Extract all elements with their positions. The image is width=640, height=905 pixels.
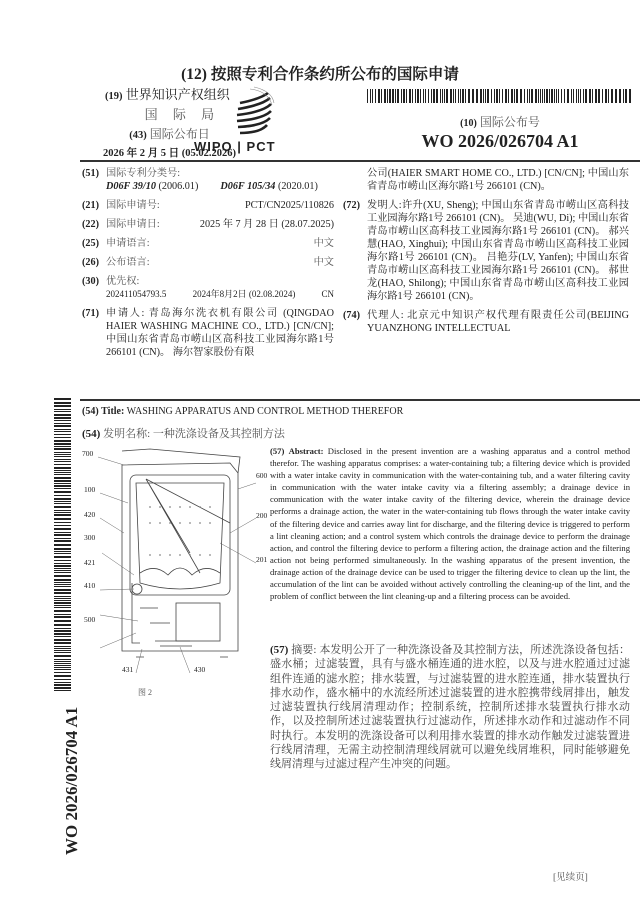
barcode-bar bbox=[54, 575, 71, 577]
barcode-bar bbox=[619, 89, 621, 103]
barcode-bar bbox=[54, 652, 71, 653]
office-code: (19) bbox=[105, 91, 123, 102]
barcode-bar bbox=[508, 89, 509, 103]
figure-label: 420 bbox=[84, 510, 96, 519]
barcode-bar bbox=[535, 89, 537, 103]
barcode-bar bbox=[54, 456, 71, 457]
barcode-bar bbox=[54, 665, 71, 666]
barcode-bar bbox=[446, 89, 448, 103]
ipc-year: (2020.01) bbox=[277, 181, 318, 192]
barcode-bar bbox=[54, 454, 71, 455]
barcode-bar bbox=[54, 687, 71, 689]
barcode-bar bbox=[54, 417, 71, 419]
barcode-bar bbox=[54, 661, 71, 662]
applicant bbox=[82, 307, 334, 359]
barcode-bar bbox=[54, 506, 71, 508]
field-label: 国际专利分类号: bbox=[106, 168, 181, 179]
barcode-bar bbox=[54, 672, 71, 673]
barcode bbox=[367, 89, 631, 103]
barcode-bar bbox=[406, 89, 407, 103]
vertical-barcode bbox=[54, 398, 71, 693]
barcode-bar bbox=[54, 510, 71, 511]
barcode-bar bbox=[573, 89, 574, 103]
barcode-bar bbox=[494, 89, 495, 103]
barcode-bar bbox=[496, 89, 498, 103]
ipc-field bbox=[82, 167, 334, 193]
barcode-bar bbox=[485, 89, 486, 103]
field-label: Title: bbox=[101, 406, 125, 417]
washing-machine-drawing bbox=[80, 443, 272, 683]
barcode-bar bbox=[412, 89, 413, 103]
barcode-bar bbox=[54, 628, 71, 629]
barcode-bar bbox=[54, 431, 71, 432]
barcode-bar bbox=[54, 467, 71, 469]
barcode-bar bbox=[472, 89, 474, 103]
barcode-bar bbox=[54, 636, 71, 637]
barcode-bar bbox=[384, 89, 386, 103]
barcode-bar bbox=[54, 491, 71, 493]
figure-label: 200 bbox=[256, 511, 268, 520]
inventors bbox=[343, 199, 629, 303]
priority-date: 2024年8月2日 (02.08.2024) bbox=[192, 289, 296, 299]
barcode-bar bbox=[576, 89, 577, 103]
figure-label: 421 bbox=[84, 558, 96, 567]
barcode-bar bbox=[392, 89, 394, 103]
barcode-bar bbox=[428, 89, 429, 103]
barcode-bar bbox=[483, 89, 484, 103]
barcode-bar bbox=[444, 89, 445, 103]
barcode-bar bbox=[480, 89, 482, 103]
barcode-bar bbox=[54, 596, 71, 597]
barcode-bar bbox=[54, 544, 71, 546]
barcode-bar bbox=[602, 89, 603, 103]
barcode-bar bbox=[511, 89, 513, 103]
barcode-bar bbox=[409, 89, 411, 103]
field-label: 优先权: bbox=[106, 276, 140, 287]
barcode-bar bbox=[367, 89, 368, 103]
barcode-bar bbox=[54, 684, 71, 686]
barcode-bar bbox=[527, 89, 528, 103]
barcode-bar bbox=[502, 89, 503, 103]
barcode-bar bbox=[468, 89, 470, 103]
barcode-bar bbox=[54, 409, 71, 410]
barcode-bar bbox=[54, 483, 71, 484]
field-code: (25) bbox=[82, 238, 99, 249]
barcode-bar bbox=[436, 89, 438, 103]
barcode-bar bbox=[611, 89, 613, 103]
barcode-bar bbox=[54, 448, 71, 450]
abstract-en-text: Disclosed in the present invention are a washing apparatus and a control method therefor. The washing apparatus comprises: a water-containing tub; a filtering device which is provided with a water intake cavity in communication with the water-containing tub, and a water filtering cavity in communication with the water intake cavity via a filtering assembly; a drainage device in communication with the water intake cavity of the filtering device, wherein the drainage device performs a drainage action, the water in the water-containing tub flows through the water intake cavity of the filtering device and carries away lint for discharge, and the filtering device is triggered to perform a lint cleaning action; and a control system which controls the drainage device to perform the drainage action, and control the filtering device to perform a filtering action, the drainage action and the filtering action not being performed simultaneously. In the washing apparatus of the present invention, the drainage action of the drainage device can be used to trigger the filtering device to clean up the lint, the accumulation of the lint can be avoided without actively controlling the cleaning-up of the lint, and the problem of conflict between the lint cleaning-up and a filtering process can be avoided. bbox=[270, 446, 630, 602]
barcode-bar bbox=[54, 398, 71, 400]
field-value: PCT/CN2025/110826 bbox=[244, 200, 334, 211]
barcode-bar bbox=[401, 89, 402, 103]
field-code: (22) bbox=[82, 219, 99, 230]
application-date bbox=[82, 218, 334, 231]
barcode-bar bbox=[54, 437, 71, 438]
applicant-text: 申请人: 青岛海尔洗衣机有限公司 (QINGDAO HAIER WASHING MACHINE CO., LTD.) [CN/CN]; 中国山东省青岛市崂山区高科技工业园海尔路1号 266101 (CN)。 海尔智家股份有限 bbox=[106, 308, 334, 358]
barcode-bar bbox=[54, 589, 71, 591]
divider bbox=[80, 399, 640, 401]
field-code: (54) bbox=[82, 406, 99, 417]
barcode-bar bbox=[54, 480, 71, 482]
barcode-bar bbox=[544, 89, 545, 103]
barcode-bar bbox=[54, 474, 71, 475]
barcode-bar bbox=[54, 690, 71, 691]
barcode-bar bbox=[578, 89, 579, 103]
barcode-bar bbox=[558, 89, 559, 103]
barcode-bar bbox=[598, 89, 600, 103]
barcode-bar bbox=[395, 89, 396, 103]
barcode-bar bbox=[54, 402, 71, 404]
barcode-bar bbox=[54, 495, 71, 496]
barcode-bar bbox=[589, 89, 591, 103]
barcode-bar bbox=[465, 89, 466, 103]
barcode-bar bbox=[54, 470, 71, 471]
barcode-bar bbox=[625, 89, 627, 103]
barcode-bar bbox=[54, 514, 71, 516]
ipc-class: D06F 105/34 bbox=[220, 181, 276, 192]
barcode-bar bbox=[54, 614, 71, 615]
barcode-bar bbox=[54, 633, 71, 635]
barcode-bar bbox=[623, 89, 624, 103]
barcode-bar bbox=[54, 565, 71, 567]
figure-label: 700 bbox=[82, 449, 94, 458]
application-number bbox=[82, 199, 334, 212]
figure-label: 100 bbox=[84, 485, 96, 494]
wipo-pct-logo bbox=[190, 85, 300, 155]
publication-number bbox=[360, 113, 640, 152]
abstract-en bbox=[270, 445, 630, 602]
barcode-bar bbox=[423, 89, 424, 103]
barcode-bar bbox=[605, 89, 607, 103]
barcode-bar bbox=[54, 429, 71, 430]
barcode-bar bbox=[403, 89, 405, 103]
barcode-bar bbox=[54, 525, 71, 526]
barcode-bar bbox=[54, 423, 71, 424]
field-code: (21) bbox=[82, 200, 99, 211]
barcode-bar bbox=[54, 532, 71, 533]
barcode-bar bbox=[54, 548, 71, 550]
barcode-bar bbox=[378, 89, 380, 103]
barcode-bar bbox=[54, 446, 71, 447]
barcode-bar bbox=[455, 89, 456, 103]
barcode-bar bbox=[54, 610, 71, 612]
abstract-zh bbox=[270, 643, 630, 772]
barcode-bar bbox=[54, 443, 71, 445]
barcode-bar bbox=[520, 89, 522, 103]
field-code: (57) bbox=[270, 446, 285, 456]
barcode-bar bbox=[54, 434, 71, 435]
barcode-bar bbox=[54, 592, 71, 594]
barcode-bar bbox=[54, 659, 71, 660]
barcode-bar bbox=[54, 405, 71, 407]
field-code: (26) bbox=[82, 257, 99, 268]
barcode-bar bbox=[54, 663, 71, 664]
barcode-bar bbox=[54, 538, 71, 539]
pubno-label: 国际公布号 bbox=[479, 115, 540, 129]
barcode-bar bbox=[54, 485, 71, 487]
barcode-bar bbox=[595, 89, 597, 103]
field-label: Abstract: bbox=[288, 446, 324, 456]
barcode-bar bbox=[516, 89, 518, 103]
barcode-bar bbox=[54, 675, 71, 677]
barcode-bar bbox=[542, 89, 543, 103]
barcode-bar bbox=[54, 646, 71, 647]
figure-label: 431 bbox=[122, 665, 134, 674]
barcode-bar bbox=[425, 89, 426, 103]
publication-language bbox=[82, 256, 334, 269]
barcode-bar bbox=[54, 682, 71, 683]
document-type-heading: (12) 按照专利合作条约所公布的国际申请 bbox=[181, 66, 459, 83]
title-zh-value: 一种洗涤设备及其控制方法 bbox=[152, 428, 285, 440]
pubno-code: (10) bbox=[460, 118, 477, 129]
barcode-bar bbox=[487, 89, 489, 103]
barcode-bar bbox=[54, 650, 71, 651]
barcode-bar bbox=[585, 89, 587, 103]
barcode-bar bbox=[531, 89, 533, 103]
field-value: 中文 bbox=[313, 238, 334, 249]
barcode-bar bbox=[54, 568, 71, 569]
barcode-bar bbox=[54, 582, 71, 583]
figure-washing-machine bbox=[80, 443, 272, 683]
barcode-bar bbox=[54, 607, 71, 608]
agent bbox=[343, 309, 629, 335]
pubdate-value: 2026 年 2 月 5 日 (05.02.2026) bbox=[103, 148, 236, 159]
priority-number: 202411054793.5 bbox=[106, 289, 167, 299]
barcode-bar bbox=[615, 89, 617, 103]
barcode-bar bbox=[592, 89, 593, 103]
side-publication-number: WO 2026/026704 A1 bbox=[62, 706, 81, 855]
barcode-bar bbox=[54, 563, 71, 564]
barcode-bar bbox=[554, 89, 555, 103]
barcode-bar bbox=[54, 461, 71, 462]
barcode-bar bbox=[54, 630, 71, 632]
barcode-bar bbox=[415, 89, 416, 103]
figure-caption: 图 2 bbox=[138, 688, 152, 697]
field-value: 中文 bbox=[313, 257, 334, 268]
barcode-bar bbox=[54, 540, 71, 542]
barcode-bar bbox=[54, 642, 71, 644]
figure-label: 600 bbox=[256, 471, 268, 480]
barcode-bar bbox=[442, 89, 443, 103]
barcode-bar bbox=[54, 522, 71, 523]
barcode-bar bbox=[54, 584, 71, 585]
field-code: (74) bbox=[343, 310, 360, 321]
barcode-bar bbox=[54, 440, 71, 442]
barcode-bar bbox=[54, 459, 71, 460]
field-value: 2025 年 7 月 28 日 (28.07.2025) bbox=[199, 219, 334, 230]
barcode-bar bbox=[54, 512, 71, 513]
barcode-bar bbox=[387, 89, 388, 103]
field-code: (72) bbox=[343, 200, 360, 211]
field-label: 国际申请日: bbox=[106, 219, 160, 230]
barcode-bar bbox=[54, 501, 71, 502]
office-name-text: 世界知识产权组织 bbox=[125, 87, 230, 102]
barcode-bar bbox=[375, 89, 376, 103]
barcode-bar bbox=[381, 89, 382, 103]
abstract-zh-text: 本发明公开了一种洗涤设备及其控制方法，所述洗涤设备包括：盛水桶；过滤装置，具有与盛水桶连通的进水腔，以及与进水腔通过过滤组件连通的滤水腔；排水装置，与过滤装置的进水腔连通，排水装置执行排水动作，盛水桶中的水流经所述过滤装置的进水腔携带线屑排出，触发过滤装置执行线屑清理动作；控制系统，控制所述排水装置执行排水动作，以及控制所述过滤装置执行过滤动作，所述排水动作和过滤动作不同时执行。本发明的洗涤设备可以利用排水装置的排水动作触发过滤装置进行线屑清理，无需主动控制清理线屑就可以避免线屑堆积，同时能够避免线屑清理与过滤过程产生冲突的问题。 bbox=[270, 644, 631, 771]
barcode-bar bbox=[529, 89, 530, 103]
title-zh bbox=[82, 425, 285, 441]
agent-text: 代理人: 北京元中知识产权代理有限责任公司(BEIJING YUANZHONG INTELLECTUAL bbox=[367, 310, 629, 334]
barcode-bar bbox=[567, 89, 569, 103]
barcode-bar bbox=[372, 89, 373, 103]
barcode-bar bbox=[608, 89, 609, 103]
figure-label: 500 bbox=[84, 615, 96, 624]
barcode-bar bbox=[54, 602, 71, 604]
barcode-bar bbox=[458, 89, 459, 103]
field-code: (71) bbox=[82, 308, 99, 319]
barcode-bar bbox=[397, 89, 399, 103]
barcode-bar bbox=[561, 89, 562, 103]
barcode-bar bbox=[54, 605, 71, 606]
barcode-bar bbox=[54, 648, 71, 649]
barcode-bar bbox=[476, 89, 478, 103]
barcode-bar bbox=[571, 89, 572, 103]
title-en-value: WASHING APPARATUS AND CONTROL METHOD THEREFOR bbox=[126, 406, 404, 417]
barcode-bar bbox=[54, 488, 71, 489]
barcode-bar bbox=[54, 528, 71, 530]
barcode-bar bbox=[54, 560, 71, 561]
continued-note: [见续页] bbox=[553, 873, 588, 883]
barcode-bar bbox=[460, 89, 461, 103]
barcode-bar bbox=[54, 452, 71, 453]
figure-label: 300 bbox=[84, 533, 96, 542]
barcode-bar bbox=[54, 420, 71, 421]
barcode-bar bbox=[549, 89, 550, 103]
office-sub: 国 际 局 bbox=[144, 107, 221, 122]
field-label: 公布语言: bbox=[106, 257, 150, 268]
field-label: 国际申请号: bbox=[106, 200, 160, 211]
barcode-bar bbox=[54, 477, 71, 479]
pubdate-code: (43) bbox=[129, 130, 147, 141]
field-code: (51) bbox=[82, 168, 99, 179]
barcode-bar bbox=[514, 89, 515, 103]
barcode-bar bbox=[54, 616, 71, 618]
barcode-bar bbox=[54, 425, 71, 427]
logo-text: WIPO | PCT bbox=[194, 139, 276, 154]
barcode-bar bbox=[54, 570, 71, 571]
barcode-bar bbox=[440, 89, 441, 103]
barcode-bar bbox=[389, 89, 391, 103]
barcode-bar bbox=[433, 89, 435, 103]
barcode-bar bbox=[54, 551, 71, 552]
barcode-bar bbox=[54, 579, 71, 581]
priority bbox=[82, 275, 334, 301]
barcode-bar bbox=[54, 624, 71, 626]
drum-perforations bbox=[149, 506, 211, 556]
barcode-bar bbox=[54, 411, 71, 412]
barcode-bar bbox=[546, 89, 548, 103]
barcode-bar bbox=[54, 503, 71, 504]
applicant-continued: 公司(HAIER SMART HOME CO., LTD.) [CN/CN]; 中国山东省青岛市崂山区海尔路1号 266101 (CN)。 bbox=[367, 168, 629, 192]
barcode-bar bbox=[417, 89, 419, 103]
barcode-bar bbox=[54, 464, 71, 465]
biblio-right bbox=[343, 167, 629, 341]
barcode-bar bbox=[54, 600, 71, 601]
barcode-bar bbox=[583, 89, 584, 103]
barcode-bar bbox=[54, 556, 71, 558]
biblio-left bbox=[82, 167, 334, 365]
barcode-bar bbox=[54, 639, 71, 641]
figure-label: 201 bbox=[256, 555, 268, 564]
field-label: 发明名称: bbox=[103, 428, 151, 440]
barcode-bar bbox=[54, 669, 71, 670]
barcode-bar bbox=[556, 89, 557, 103]
pubno-value: WO 2026/026704 A1 bbox=[421, 131, 579, 151]
barcode-bar bbox=[491, 89, 492, 103]
barcode-bar bbox=[564, 89, 565, 103]
barcode-bar bbox=[54, 572, 71, 573]
barcode-bar bbox=[629, 89, 631, 103]
pubdate-label: 国际公布日 bbox=[149, 127, 210, 141]
barcode-bar bbox=[54, 655, 71, 657]
field-code: (57) bbox=[270, 644, 289, 656]
barcode-bar bbox=[453, 89, 454, 103]
barcode-bar bbox=[54, 553, 71, 554]
inventors-text: 发明人:许升(XU, Sheng); 中国山东省青岛市崂山区高科技工业园海尔路1号 266101 (CN)。 吴迪(WU, Di); 中国山东省青岛市崂山区高科技工业园海尔路1号 266101 (CN)。 郝兴慧(HAO, Xinghui); 中国山东省青岛市崂山区高科技工业园海尔路1号 266101 (CN)。 吕艳芬(LV, Yanfen); 中国山东省青岛市崂山区高科技工业园海尔路1号 266101 (CN)。 郝世龙(HAO, Shilong); 中国山东省青岛市崂山区高科技工业园海尔路1号 266101 (CN)。 bbox=[367, 200, 629, 302]
barcode-bar bbox=[580, 89, 581, 103]
barcode-bar bbox=[54, 472, 71, 473]
barcode-bar bbox=[54, 534, 71, 536]
field-label: 申请语言: bbox=[106, 238, 150, 249]
ipc-year: (2006.01) bbox=[158, 181, 199, 192]
title-en bbox=[82, 406, 403, 417]
barcode-bar bbox=[431, 89, 432, 103]
barcode-bar bbox=[54, 586, 71, 587]
barcode-bar bbox=[499, 89, 500, 103]
filing-language bbox=[82, 237, 334, 250]
priority-country: CN bbox=[321, 289, 334, 299]
barcode-bar bbox=[462, 89, 464, 103]
ipc-class: D06F 39/10 bbox=[106, 181, 156, 192]
barcode-bar bbox=[524, 89, 525, 103]
barcode-bar bbox=[551, 89, 553, 103]
barcode-bar bbox=[538, 89, 539, 103]
barcode-bar bbox=[54, 679, 71, 680]
barcode-bar bbox=[54, 667, 71, 668]
barcode-bar bbox=[540, 89, 541, 103]
figure-label: 410 bbox=[84, 581, 96, 590]
divider bbox=[80, 160, 640, 162]
barcode-bar bbox=[54, 620, 71, 622]
barcode-bar bbox=[54, 498, 71, 500]
field-code: (54) bbox=[82, 428, 101, 440]
barcode-bar bbox=[505, 89, 507, 103]
barcode-bar bbox=[370, 89, 371, 103]
field-label: 摘要: bbox=[291, 644, 317, 656]
barcode-bar bbox=[54, 598, 71, 599]
barcode-bar bbox=[420, 89, 421, 103]
barcode-bar bbox=[54, 518, 71, 520]
figure-label: 430 bbox=[194, 665, 206, 674]
barcode-bar bbox=[54, 414, 71, 416]
barcode-bar bbox=[450, 89, 452, 103]
field-code: (30) bbox=[82, 276, 99, 287]
